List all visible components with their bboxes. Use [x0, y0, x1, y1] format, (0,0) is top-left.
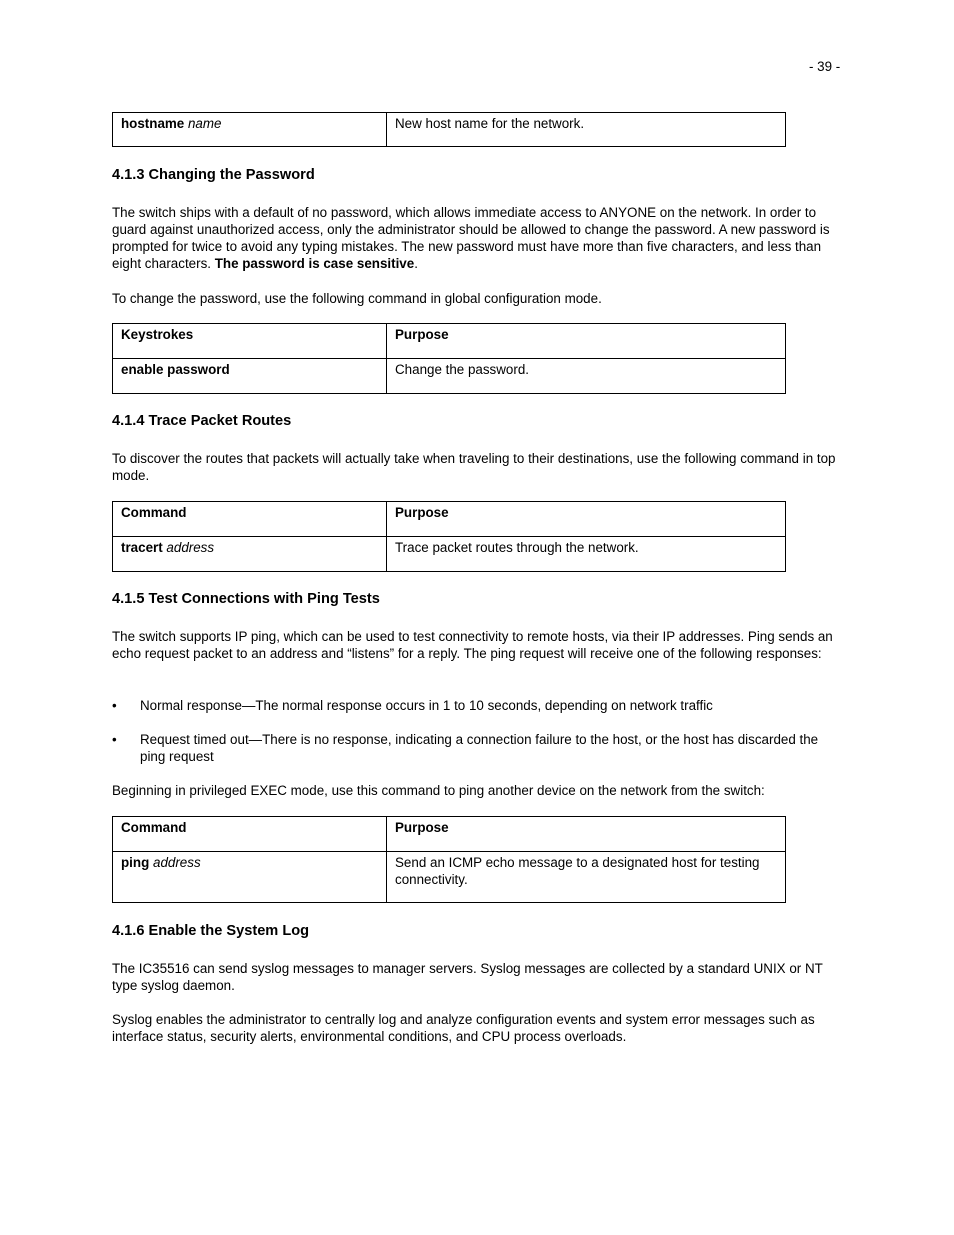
- table-row: [113, 537, 786, 572]
- command-keyword: hostname: [121, 116, 185, 131]
- command-cell: [113, 537, 387, 572]
- command-argument: address: [166, 540, 215, 555]
- tracert-command-table: [112, 501, 786, 572]
- command-cell: [113, 113, 387, 147]
- paragraph-text: The switch ships with a default of no password, which allows immediate access to ANYONE on the network. In order to guard against unauthorized access, only the administrator should be allowed to change the password. A new password is prompted for twice to avoid any typing mistakes. The new password must have more than five characters, and less than eight characters.: [112, 205, 830, 271]
- list-item-text: Normal response—The normal response occurs in 1 to 10 seconds, depending on network traffic: [140, 698, 713, 713]
- list-item: [112, 697, 840, 714]
- password-command-table: [112, 323, 786, 394]
- page-number: - 39 -: [809, 59, 841, 74]
- bullet-icon: •: [112, 732, 117, 747]
- purpose-cell: Change the password.: [387, 359, 786, 394]
- column-header-purpose: Purpose: [387, 324, 786, 359]
- table-row: [113, 113, 786, 147]
- ping-intro-paragraph: The switch supports IP ping, which can be used to test connectivity to remote hosts, via their IP addresses. Ping sends an echo request packet to an address and “listens” for a reply. The ping request will receive one of the following responses:: [112, 629, 833, 661]
- table-row: [113, 359, 786, 394]
- table-header-row: [113, 502, 786, 537]
- period: .: [414, 256, 418, 271]
- list-item: [112, 731, 840, 765]
- column-header-purpose: Purpose: [387, 817, 786, 852]
- table-header-row: [113, 817, 786, 852]
- command-keyword: enable password: [121, 362, 230, 377]
- hostname-command-table: [112, 112, 786, 147]
- command-cell: [113, 852, 387, 903]
- password-command-intro: To change the password, use the following command in global configuration mode.: [112, 291, 602, 306]
- password-intro-paragraph: [112, 204, 842, 272]
- purpose-cell: New host name for the network.: [387, 113, 786, 147]
- command-argument: name: [187, 116, 222, 131]
- syslog-details-paragraph: Syslog enables the administrator to centrally log and analyze configuration events and system error messages such as interface status, security alerts, environmental conditions, and CPU process overloads.: [112, 1012, 815, 1044]
- command-cell: [113, 359, 387, 394]
- command-keyword: ping: [121, 855, 150, 870]
- table-header-row: [113, 324, 786, 359]
- column-header-command: Command: [113, 502, 387, 537]
- ping-command-intro: Beginning in privileged EXEC mode, use this command to ping another device on the network from the switch:: [112, 783, 765, 798]
- column-header-command: Command: [113, 817, 387, 852]
- section-heading-trace-routes: 4.1.4 Trace Packet Routes: [112, 413, 292, 429]
- case-sensitive-note: The password is case sensitive: [214, 256, 415, 271]
- list-item-text: Request timed out—There is no response, indicating a connection failure to the host, or the host has discarded the ping request: [140, 732, 819, 764]
- column-header-keystrokes: Keystrokes: [113, 324, 387, 359]
- bullet-icon: •: [112, 698, 117, 713]
- ping-command-table: [112, 816, 786, 903]
- syslog-intro-paragraph: The IC35516 can send syslog messages to manager servers. Syslog messages are collected by a standard UNIX or NT type syslog daemon.: [112, 961, 823, 993]
- command-keyword: tracert: [121, 540, 163, 555]
- column-header-purpose: Purpose: [387, 502, 786, 537]
- purpose-cell: Send an ICMP echo message to a designated host for testing connectivity.: [387, 852, 786, 903]
- section-heading-changing-password: 4.1.3 Changing the Password: [112, 167, 315, 183]
- section-heading-ping-tests: 4.1.5 Test Connections with Ping Tests: [112, 591, 380, 607]
- trace-intro-paragraph: To discover the routes that packets will actually take when traveling to their destinations, use the following command in top mode.: [112, 451, 836, 483]
- ping-responses-list: [112, 697, 840, 765]
- command-argument: address: [153, 855, 201, 870]
- section-heading-system-log: 4.1.6 Enable the System Log: [112, 923, 310, 939]
- purpose-cell: Trace packet routes through the network.: [387, 537, 786, 572]
- table-row: [113, 852, 786, 903]
